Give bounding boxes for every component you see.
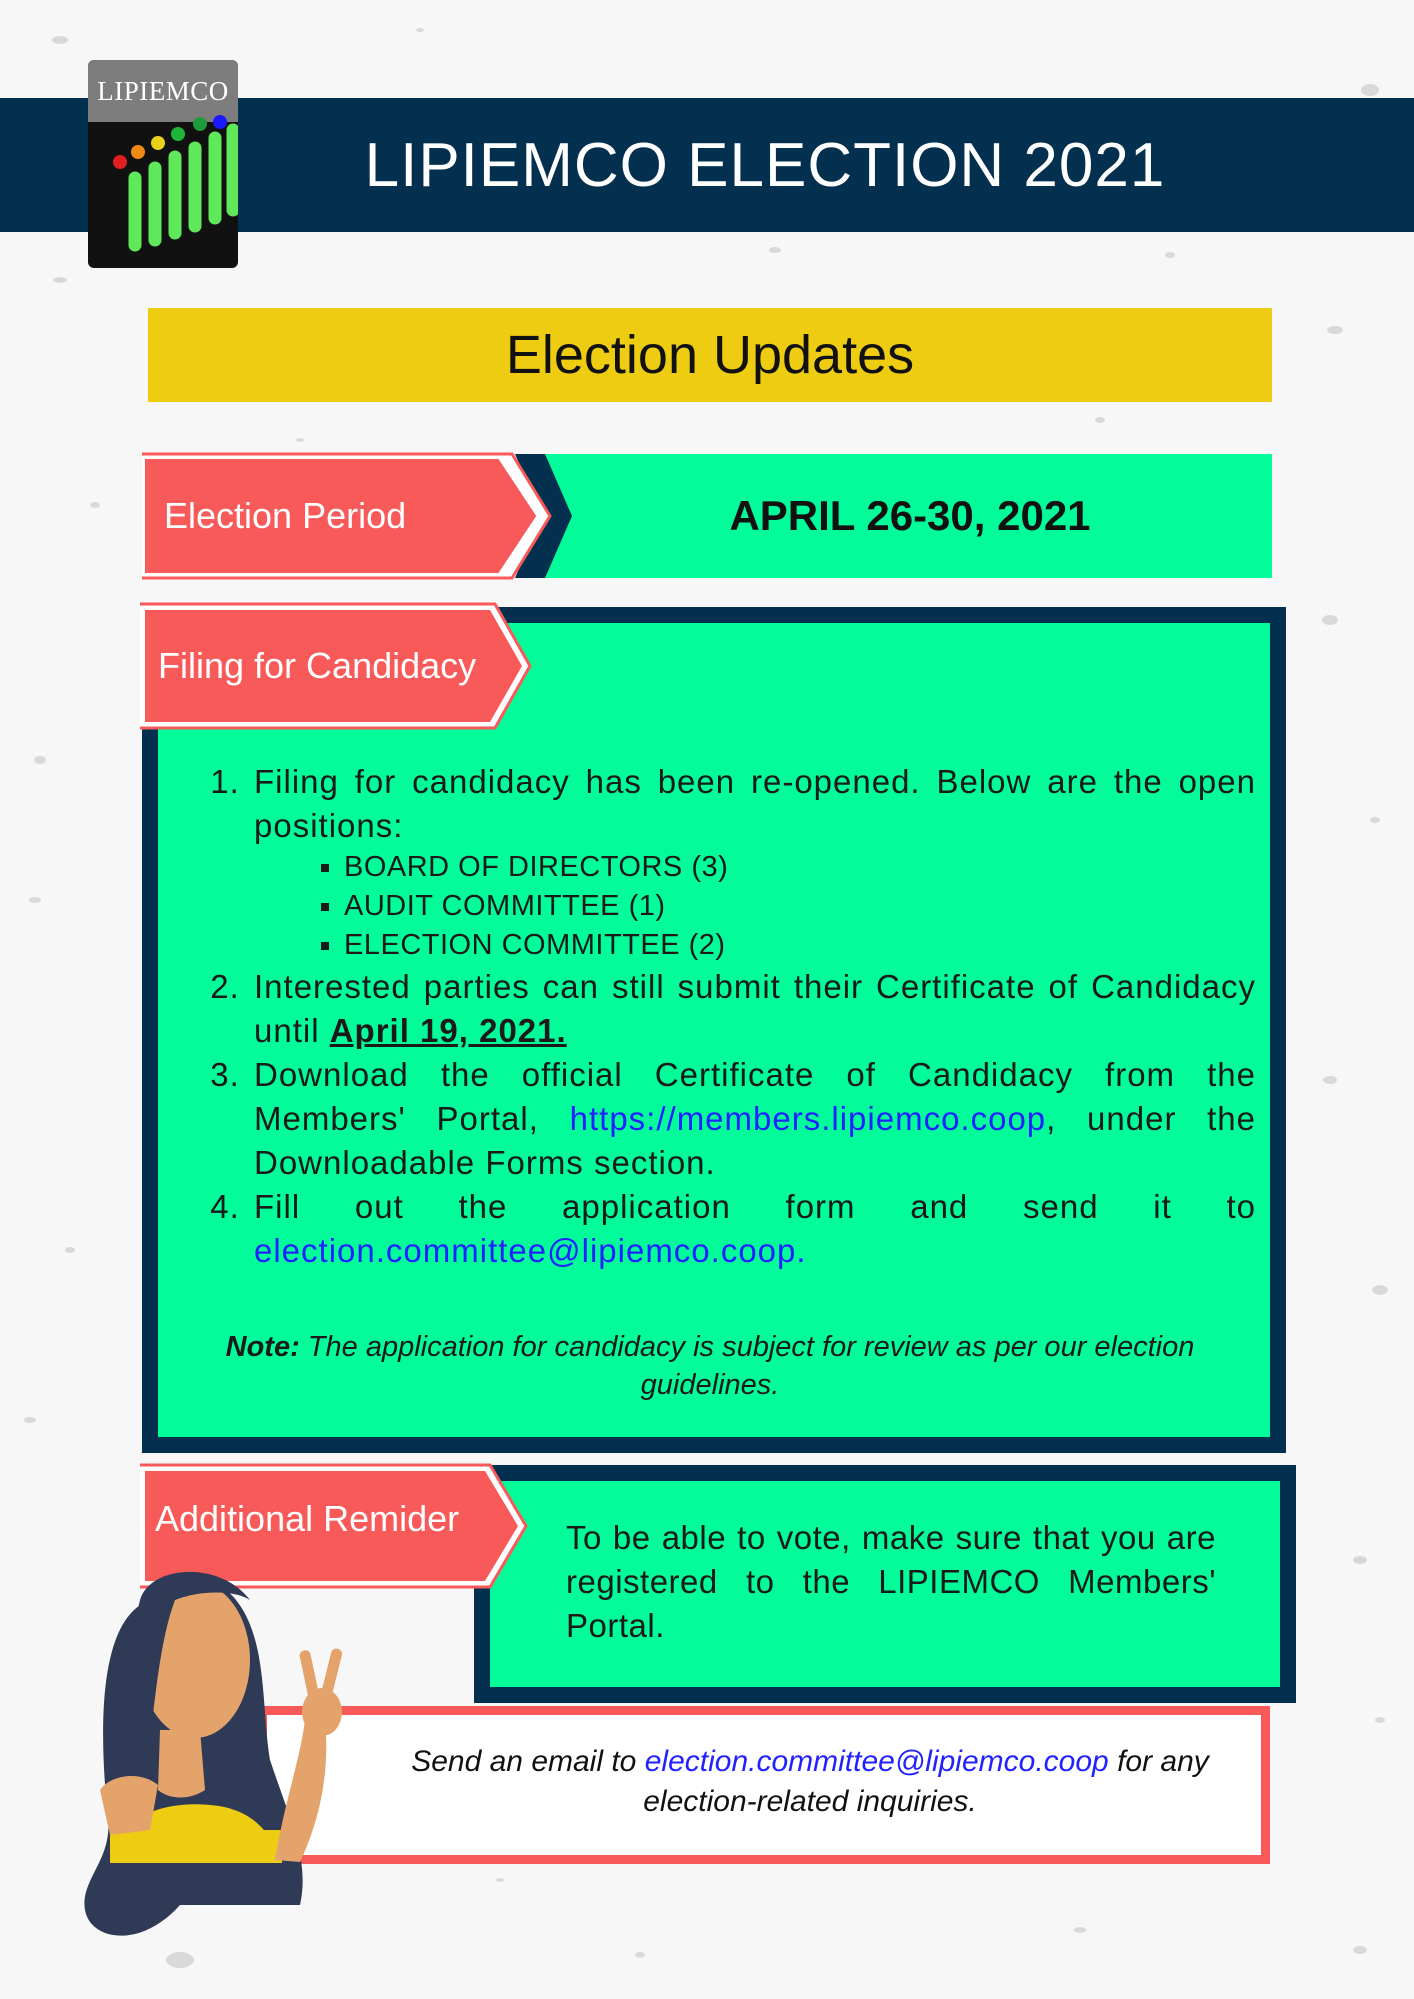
filing-deadline: April 19, 2021. — [329, 1012, 567, 1049]
inquiry-email-link[interactable]: election.committee@lipiemco.coop — [644, 1745, 1109, 1778]
election-period-label: Election Period — [164, 495, 407, 536]
position-item: ▪ AUDIT COMMITTEE (1) — [344, 887, 1256, 926]
page-title: LIPIEMCO ELECTION 2021 — [364, 130, 1166, 200]
election-committee-email-link[interactable]: election.committee@lipiemco.coop. — [254, 1232, 807, 1269]
note-label: Note: — [225, 1331, 300, 1363]
election-period-value: APRIL 26-30, 2021 — [729, 492, 1091, 539]
filing-label: Filing for Candidacy — [158, 645, 477, 686]
filing-step-3-after: , under the Downloadable Forms section. — [254, 1100, 1257, 1181]
inquiry-text-before: Send an email to — [411, 1745, 637, 1778]
filing-step-1-text: Filing for candidacy has been re-opened. Below are the open positions: — [254, 763, 1256, 844]
election-updates-heading: Election Updates — [148, 308, 1272, 402]
position-item: ▪ ELECTION COMMITTEE (2) — [344, 926, 1256, 965]
note-text: The application for candidacy is subject for review as per our election guidelines. — [307, 1331, 1195, 1401]
reminder-text: To be able to vote, make sure that you are registered to the LIPIEMCO Members' Portal. — [566, 1519, 1216, 1644]
filing-step-4-text: Fill out the application form and send it to — [254, 1188, 1256, 1225]
logo-text: LIPIEMCO — [97, 76, 229, 106]
position-item: ▪ BOARD OF DIRECTORS (3) — [344, 848, 1256, 887]
filing-step-2-text: Interested parties can still submit their Certificate of Candidacy until — [254, 968, 1256, 1049]
inquiry-text-after: for any election-related inquiries. — [643, 1745, 1209, 1818]
filing-step-3-text: Download the official Certificate of Candidacy from the Members' Portal, — [254, 1056, 1256, 1137]
reminder-label: Additional Remider — [155, 1498, 460, 1539]
members-portal-link[interactable]: https://members.lipiemco.coop — [569, 1100, 1047, 1137]
